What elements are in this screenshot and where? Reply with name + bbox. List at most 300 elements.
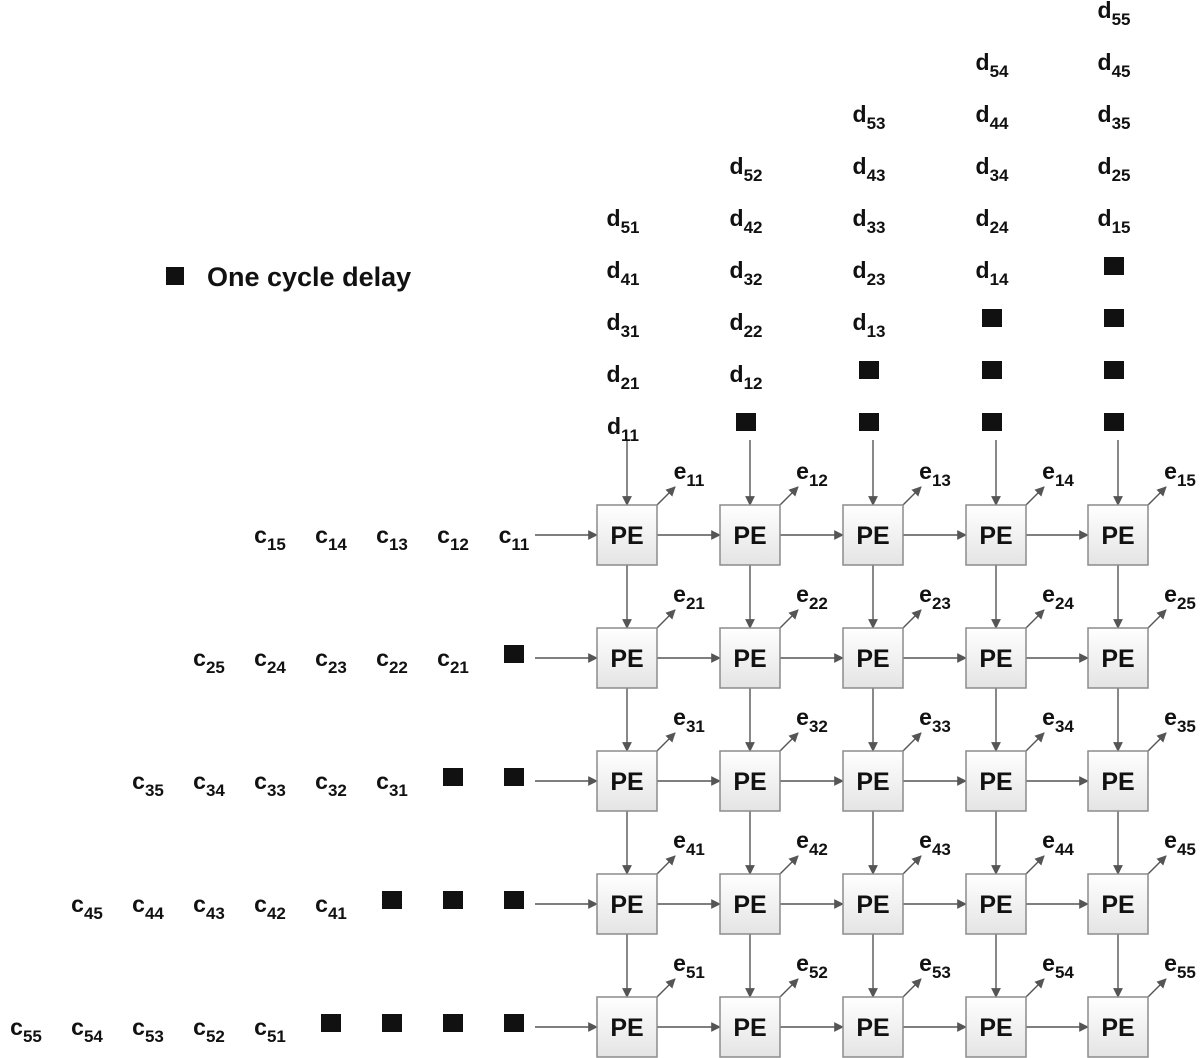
pe-cell	[597, 997, 657, 1057]
pe-label: PE	[856, 891, 890, 919]
output-arrow	[901, 610, 921, 630]
d-label	[607, 309, 640, 341]
d-label-letter: d	[729, 257, 744, 283]
c-label	[376, 768, 408, 800]
d-label-letter: d	[729, 153, 744, 179]
e-label-letter: e	[919, 827, 932, 853]
c-label	[315, 891, 347, 923]
e-label	[673, 827, 705, 859]
d-label	[976, 257, 1010, 289]
delay-square	[1104, 257, 1124, 275]
e-label	[796, 950, 828, 982]
d-label-subscript: 12	[743, 374, 763, 393]
d-label-subscript: 34	[989, 166, 1009, 185]
c-label	[254, 768, 286, 800]
e-label-letter: e	[1042, 581, 1055, 607]
d-label	[976, 205, 1010, 237]
e-label	[919, 950, 951, 982]
output-arrow	[778, 610, 798, 630]
c-label-subscript: 44	[144, 904, 164, 923]
c-label-subscript: 12	[449, 535, 469, 554]
e-label-subscript: 22	[808, 594, 828, 613]
e-label	[919, 458, 951, 490]
d-label	[730, 309, 763, 341]
d-label-letter: d	[975, 257, 990, 283]
delay-square	[1104, 361, 1124, 379]
c-label	[254, 645, 286, 677]
e-label-letter: e	[919, 704, 932, 730]
e-label-subscript: 44	[1054, 840, 1074, 859]
e-label	[1042, 950, 1074, 982]
c-row-1	[254, 522, 529, 554]
d-label	[976, 49, 1010, 81]
pe-cell	[1088, 874, 1148, 934]
e-label-subscript: 34	[1054, 717, 1074, 736]
c-label-subscript: 34	[205, 781, 225, 800]
e-label-subscript: 54	[1054, 963, 1074, 982]
c-label-subscript: 32	[327, 781, 347, 800]
d-label-letter: d	[1097, 0, 1112, 23]
c-label-letter: c	[376, 768, 389, 794]
d-label-letter: d	[729, 361, 744, 387]
d-label-subscript: 11	[621, 426, 640, 445]
d-label	[607, 361, 640, 393]
d-input-columns	[607, 0, 1131, 445]
d-label-subscript: 43	[866, 166, 886, 185]
c-label-letter: c	[315, 891, 328, 917]
d-label-subscript: 44	[989, 114, 1009, 133]
c-label-subscript: 22	[388, 658, 408, 677]
d-label	[1098, 153, 1131, 185]
e-label-letter: e	[1164, 458, 1177, 484]
c-label	[315, 522, 347, 554]
e-label-subscript: 13	[931, 471, 951, 490]
c-label	[71, 1014, 103, 1046]
d-label-subscript: 54	[989, 62, 1009, 81]
output-arrow	[655, 610, 675, 630]
c-row-4	[71, 891, 524, 923]
pe-label: PE	[733, 645, 767, 673]
e-label-subscript: 24	[1054, 594, 1074, 613]
e-label-letter: e	[796, 458, 809, 484]
e-label	[1164, 704, 1196, 736]
e-label	[1042, 827, 1074, 859]
pe-cell	[843, 628, 903, 688]
c-label-subscript: 41	[327, 904, 347, 923]
c-label-subscript: 15	[266, 535, 286, 554]
d-column-1	[607, 205, 640, 445]
c-label-letter: c	[315, 522, 328, 548]
e-label-letter: e	[796, 827, 809, 853]
e-label-letter: e	[919, 581, 932, 607]
e-label-letter: e	[673, 581, 686, 607]
c-label-letter: c	[193, 1014, 206, 1040]
delay-square	[859, 361, 879, 379]
pe-label: PE	[610, 768, 644, 796]
pe-cell	[843, 751, 903, 811]
c-label	[193, 891, 225, 923]
output-arrow	[1146, 610, 1166, 630]
delay-square	[382, 891, 402, 909]
d-label	[607, 257, 640, 289]
output-arrow	[1024, 733, 1044, 753]
delay-square	[443, 768, 463, 786]
c-label-letter: c	[376, 522, 389, 548]
output-arrow	[901, 733, 921, 753]
c-label	[376, 522, 408, 554]
e-label-letter: e	[1164, 827, 1177, 853]
output-arrow	[1024, 856, 1044, 876]
delay-square	[859, 413, 879, 431]
output-arrow	[778, 979, 798, 999]
d-label-subscript: 15	[1111, 218, 1131, 237]
e-label	[919, 581, 951, 613]
e-label-letter: e	[1164, 581, 1177, 607]
pe-cell	[966, 751, 1026, 811]
c-label-subscript: 35	[144, 781, 164, 800]
pe-label: PE	[1101, 1014, 1135, 1042]
delay-square	[504, 891, 524, 909]
d-label	[1098, 101, 1131, 133]
e-label	[1164, 458, 1196, 490]
e-label	[796, 581, 828, 613]
d-label	[730, 153, 763, 185]
e-label-subscript: 43	[931, 840, 951, 859]
d-label	[730, 257, 763, 289]
c-label-subscript: 33	[266, 781, 286, 800]
c-label	[315, 768, 347, 800]
e-label-subscript: 41	[685, 840, 705, 859]
e-label	[673, 704, 705, 736]
e-label	[796, 704, 828, 736]
e-label	[673, 581, 705, 613]
d-label-letter: d	[975, 49, 990, 75]
delay-square	[504, 1014, 524, 1032]
d-label-letter: d	[729, 309, 744, 335]
e-label-subscript: 32	[808, 717, 828, 736]
c-label-letter: c	[376, 645, 389, 671]
e-label	[919, 827, 951, 859]
pe-label: PE	[610, 522, 644, 550]
e-label-letter: e	[1042, 458, 1055, 484]
d-label-subscript: 55	[1111, 10, 1131, 29]
delay-square	[982, 309, 1002, 327]
c-label	[437, 645, 469, 677]
output-arrow	[1024, 487, 1044, 507]
c-label-letter: c	[193, 891, 206, 917]
e-label-subscript: 31	[685, 717, 705, 736]
c-row-2	[193, 645, 524, 677]
d-label-subscript: 25	[1111, 166, 1131, 185]
pe-label: PE	[856, 768, 890, 796]
delay-square	[321, 1014, 341, 1032]
output-arrow	[1146, 733, 1166, 753]
pe-cell	[966, 628, 1026, 688]
output-arrow	[655, 733, 675, 753]
pe-label: PE	[733, 1014, 767, 1042]
e-label	[919, 704, 951, 736]
c-label-letter: c	[437, 645, 450, 671]
d-label-subscript: 33	[866, 218, 886, 237]
d-label-subscript: 21	[620, 374, 640, 393]
d-label	[976, 101, 1010, 133]
e-label	[674, 458, 705, 490]
c-label	[71, 891, 103, 923]
pe-label: PE	[1101, 891, 1135, 919]
d-label-subscript: 13	[866, 322, 886, 341]
output-arrow	[901, 856, 921, 876]
e-label-letter: e	[1042, 827, 1055, 853]
e-label-letter: e	[919, 950, 932, 976]
output-arrow	[655, 856, 675, 876]
c-label-subscript: 51	[266, 1027, 286, 1046]
e-label-subscript: 15	[1176, 471, 1196, 490]
pe-label: PE	[856, 522, 890, 550]
c-label-letter: c	[254, 645, 267, 671]
e-label	[1042, 581, 1074, 613]
c-label-letter: c	[315, 645, 328, 671]
d-label	[1098, 0, 1131, 29]
e-label	[796, 827, 828, 859]
d-label	[730, 361, 763, 393]
e-label-subscript: 42	[808, 840, 828, 859]
pe-cell	[966, 997, 1026, 1057]
pe-label: PE	[610, 891, 644, 919]
e-label-letter: e	[796, 581, 809, 607]
e-label-letter: e	[796, 704, 809, 730]
c-label	[254, 891, 286, 923]
e-label-subscript: 25	[1176, 594, 1196, 613]
e-label	[1164, 581, 1196, 613]
delay-square	[982, 361, 1002, 379]
d-label	[853, 309, 886, 341]
d-label-subscript: 23	[866, 270, 886, 289]
e-label-letter: e	[673, 704, 686, 730]
e-label	[1042, 704, 1074, 736]
pe-cell	[843, 874, 903, 934]
pe-cell	[1088, 505, 1148, 565]
c-label-subscript: 31	[388, 781, 408, 800]
pe-cell	[1088, 628, 1148, 688]
c-label-subscript: 43	[205, 904, 225, 923]
e-label-letter: e	[919, 458, 932, 484]
delay-square	[982, 413, 1002, 431]
pe-cell	[720, 751, 780, 811]
d-label-subscript: 51	[620, 218, 640, 237]
e-label-subscript: 23	[931, 594, 951, 613]
pe-label: PE	[610, 645, 644, 673]
d-label-letter: d	[852, 205, 867, 231]
pe-cell	[1088, 997, 1148, 1057]
legend-label: One cycle delay	[207, 262, 412, 292]
pe-cell	[843, 505, 903, 565]
pe-label: PE	[979, 645, 1013, 673]
d-label-letter: d	[729, 205, 744, 231]
legend	[166, 262, 411, 292]
c-label-subscript: 24	[266, 658, 286, 677]
pe-cell	[966, 505, 1026, 565]
d-label-letter: d	[852, 309, 867, 335]
e-label-letter: e	[673, 950, 686, 976]
d-label-subscript: 32	[743, 270, 763, 289]
output-arrow	[778, 487, 798, 507]
e-label-subscript: 52	[808, 963, 828, 982]
c-label-letter: c	[193, 768, 206, 794]
pe-label: PE	[856, 645, 890, 673]
e-label	[1042, 458, 1074, 490]
c-label	[10, 1014, 42, 1046]
pe-cell	[597, 628, 657, 688]
d-label-subscript: 35	[1111, 114, 1131, 133]
e-label-subscript: 35	[1176, 717, 1196, 736]
e-label-subscript: 55	[1176, 963, 1196, 982]
output-arrow	[655, 487, 675, 507]
c-label-letter: c	[193, 645, 206, 671]
c-row-5	[10, 1014, 524, 1046]
d-column-2	[730, 153, 763, 431]
d-label	[853, 101, 886, 133]
c-label-subscript: 25	[205, 658, 225, 677]
pe-cell	[1088, 751, 1148, 811]
d-column-3	[853, 101, 886, 431]
d-label-subscript: 31	[620, 322, 640, 341]
d-label	[853, 205, 886, 237]
e-label	[673, 950, 705, 982]
c-label-letter: c	[437, 522, 450, 548]
d-label	[1098, 49, 1131, 81]
e-label-subscript: 12	[808, 471, 828, 490]
d-label-subscript: 41	[620, 270, 640, 289]
d-label-letter: d	[606, 361, 621, 387]
e-label-subscript: 53	[931, 963, 951, 982]
d-label-letter: d	[1097, 153, 1112, 179]
pe-cell	[843, 997, 903, 1057]
e-label-subscript: 11	[686, 471, 705, 490]
pe-label: PE	[1101, 522, 1135, 550]
c-label	[132, 1014, 164, 1046]
c-label	[193, 645, 225, 677]
e-label-subscript: 51	[685, 963, 705, 982]
c-label-subscript: 14	[327, 535, 347, 554]
delay-square	[443, 891, 463, 909]
d-label	[853, 257, 886, 289]
pe-cell	[720, 874, 780, 934]
d-label-letter: d	[975, 153, 990, 179]
d-label-subscript: 42	[743, 218, 763, 237]
e-label-letter: e	[1164, 950, 1177, 976]
c-label-letter: c	[10, 1014, 23, 1040]
c-label-letter: c	[254, 1014, 267, 1040]
c-label	[193, 1014, 225, 1046]
d-label-subscript: 14	[989, 270, 1009, 289]
c-label	[193, 768, 225, 800]
c-label-subscript: 11	[511, 535, 530, 554]
d-label-letter: d	[852, 153, 867, 179]
c-label-subscript: 52	[205, 1027, 225, 1046]
e-label-letter: e	[796, 950, 809, 976]
c-label-subscript: 55	[22, 1027, 42, 1046]
d-label-letter: d	[852, 257, 867, 283]
legend-delay-square	[166, 267, 184, 285]
e-label-letter: e	[673, 827, 686, 853]
pe-label: PE	[1101, 768, 1135, 796]
e-label-subscript: 21	[685, 594, 705, 613]
d-label-subscript: 53	[866, 114, 886, 133]
delay-square	[1104, 309, 1124, 327]
output-arrow	[1146, 979, 1166, 999]
pe-label: PE	[979, 891, 1013, 919]
pe-label: PE	[856, 1014, 890, 1042]
c-label-subscript: 21	[449, 658, 469, 677]
pe-cell	[597, 505, 657, 565]
e-label-subscript: 33	[931, 717, 951, 736]
d-label-letter: d	[975, 101, 990, 127]
d-label	[607, 205, 640, 237]
output-arrow	[778, 856, 798, 876]
d-label	[853, 153, 886, 185]
c-label-subscript: 42	[266, 904, 286, 923]
e-label-letter: e	[1042, 704, 1055, 730]
pe-cell	[597, 874, 657, 934]
e-label-subscript: 14	[1054, 471, 1074, 490]
e-label	[796, 458, 828, 490]
output-arrow	[1024, 610, 1044, 630]
c-label	[132, 768, 164, 800]
e-label-subscript: 45	[1176, 840, 1196, 859]
c-label-letter: c	[498, 522, 512, 548]
c-input-rows	[10, 522, 529, 1046]
pe-label: PE	[610, 1014, 644, 1042]
c-label-subscript: 23	[327, 658, 347, 677]
delay-square	[1104, 413, 1124, 431]
d-label-letter: d	[975, 205, 990, 231]
delay-square	[382, 1014, 402, 1032]
d-label-subscript: 52	[743, 166, 763, 185]
d-label	[730, 205, 763, 237]
c-label-letter: c	[71, 1014, 84, 1040]
d-label	[607, 413, 639, 445]
delay-square	[443, 1014, 463, 1032]
c-label-letter: c	[254, 768, 267, 794]
d-column-4	[976, 49, 1010, 431]
e-label-letter: e	[673, 458, 687, 484]
d-label-letter: d	[852, 101, 867, 127]
pe-label: PE	[979, 522, 1013, 550]
c-label	[132, 891, 164, 923]
pe-label: PE	[733, 891, 767, 919]
e-label	[1164, 950, 1196, 982]
d-label-letter: d	[1097, 49, 1112, 75]
c-label	[254, 522, 286, 554]
d-column-5	[1098, 0, 1131, 431]
c-label	[437, 522, 469, 554]
output-arrow	[778, 733, 798, 753]
output-arrow	[1146, 487, 1166, 507]
pe-label: PE	[733, 522, 767, 550]
d-label-letter: d	[606, 257, 621, 283]
c-label-letter: c	[132, 768, 145, 794]
c-label	[376, 645, 408, 677]
c-label-letter: c	[132, 891, 145, 917]
pe-label: PE	[1101, 645, 1135, 673]
e-label	[1164, 827, 1196, 859]
d-label-letter: d	[606, 205, 621, 231]
output-arrow	[901, 487, 921, 507]
output-arrow	[901, 979, 921, 999]
d-label-subscript: 45	[1111, 62, 1131, 81]
pe-cell	[966, 874, 1026, 934]
pe-label: PE	[979, 1014, 1013, 1042]
